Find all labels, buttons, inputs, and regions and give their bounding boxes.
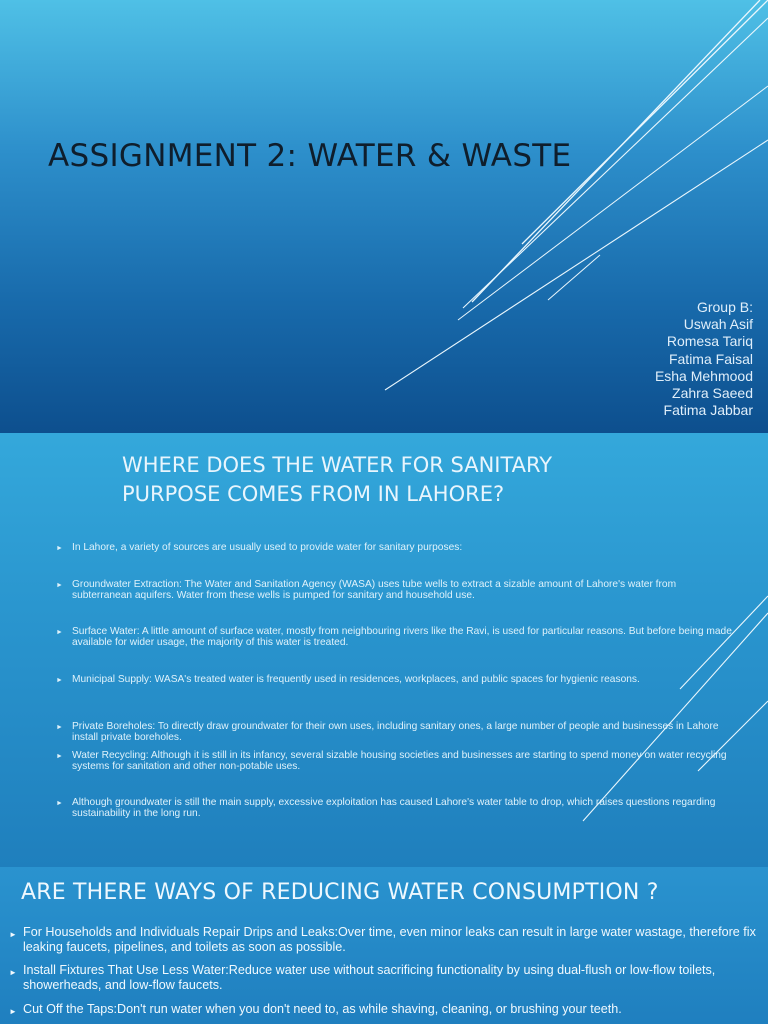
- group-label: Group B:: [696, 299, 753, 315]
- list-item: [56, 579, 732, 602]
- arrow-right-icon: ►: [56, 677, 63, 684]
- slide3-heading: ARE THERE WAYS OF REDUCING WATER CONSUMPTION ?: [21, 880, 659, 905]
- arrow-right-icon: ►: [56, 582, 63, 589]
- list-item-text: Groundwater Extraction: The Water and Sanitation Agency (WASA) uses tube wells to extract a sizable amount of Lahore's water from subterranean aquifers. Water from these wells is pumped for sanitary and household use.: [72, 579, 677, 602]
- list-item-text: In Lahore, a variety of sources are usually used to provide water for sanitary purposes:: [72, 542, 463, 553]
- arrow-right-icon: ►: [56, 753, 63, 760]
- arrow-right-icon: ►: [9, 968, 17, 977]
- slide-title-heading: ASSIGNMENT 2: WATER & WASTE: [48, 138, 572, 174]
- list-item-text: Surface Water: A little amount of surface water, mostly from neighbouring rivers like the Ravi, is used for particular reasons. But before being made available for wider usage, the majority of this water is treated.: [72, 626, 732, 649]
- list-item: [56, 797, 732, 820]
- arrow-right-icon: ►: [56, 545, 63, 552]
- arrow-right-icon: ►: [9, 1007, 17, 1016]
- list-item: [9, 1002, 768, 1017]
- list-item: [9, 925, 768, 956]
- member-name: Romesa Tariq: [666, 333, 753, 350]
- list-item: [9, 963, 768, 994]
- list-item-text: Install Fixtures That Use Less Water:Reduce water use without sacrificing functionality by using dual-flush or low-flow toilets, showerheads, and low-flow faucets.: [23, 963, 716, 993]
- decorative-lines: [0, 0, 768, 433]
- list-item-text: Private Boreholes: To directly draw groundwater for their own uses, including sanitary ones, a large number of people and businesses in Lahore install private boreholes.: [72, 721, 719, 744]
- list-item: [56, 542, 732, 553]
- member-name: Zahra Saeed: [672, 385, 753, 402]
- list-item-text: Although groundwater is still the main supply, excessive exploitation has caused Lahore's water table to drop, which raises questions regarding sustainability in the long run.: [72, 797, 716, 820]
- list-item: [56, 674, 732, 685]
- list-item: [56, 750, 732, 773]
- slide2-heading-line2: PURPOSE COMES FROM IN LAHORE?: [122, 482, 505, 506]
- list-item: [56, 721, 732, 744]
- list-item-text: Water Recycling: Although it is still in its infancy, several sizable housing societies and businesses are starting to spend money on water recycling systems for sanitation and other non-potable uses.: [72, 750, 727, 773]
- member-name: Fatima Faisal: [668, 350, 753, 367]
- arrow-right-icon: ►: [56, 724, 63, 731]
- slide-title: [0, 0, 768, 433]
- slide2-heading-line1: WHERE DOES THE WATER FOR SANITARY: [122, 453, 553, 477]
- list-item-text: For Households and Individuals Repair Drips and Leaks:Over time, even minor leaks can result in large water wastage, therefore fix leaking faucets, pipelines, and toilets as soon as possible.: [23, 925, 756, 955]
- member-name: Esha Mehmood: [654, 367, 753, 384]
- member-name: Uswah Asif: [683, 316, 753, 333]
- list-item-text: Cut Off the Taps:Don't run water when you don't need to, as while shaving, cleaning, or brushing your teeth.: [23, 1002, 622, 1016]
- list-item: [56, 626, 732, 649]
- arrow-right-icon: ►: [56, 800, 63, 807]
- group-members: [655, 299, 753, 419]
- list-item-text: Municipal Supply: WASA's treated water is frequently used in residences, workplaces, and public spaces for hygienic reasons.: [72, 674, 640, 685]
- arrow-right-icon: ►: [56, 629, 63, 636]
- slide2-heading: [122, 451, 642, 509]
- arrow-right-icon: ►: [9, 930, 17, 939]
- member-name: Fatima Jabbar: [663, 402, 753, 419]
